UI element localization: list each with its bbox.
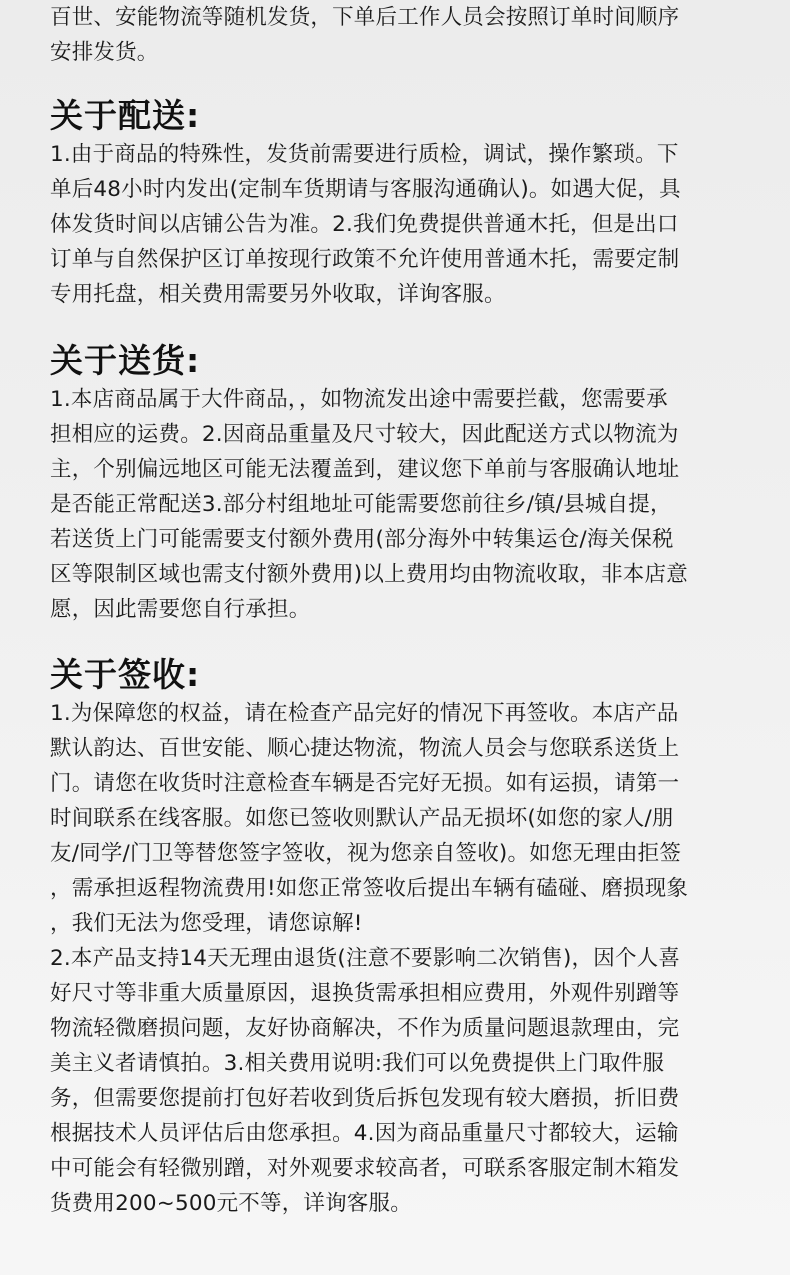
delivery-heading: 关于配送: [50,96,201,135]
delivery-line: 体发货时间以店铺公告为准。2.我们免费提供普通木托，但是出口 [50,212,679,237]
intro-paragraph [50,0,679,70]
shipping-line: 是否能正常配送3.部分村组地址可能需要您前往乡/镇/县城自提， [50,492,672,517]
intro-line: 安排发货。 [50,40,159,65]
shipping-line: 1.本店商品属于大件商品，，如物流发出途中需要拦截，您需要承 [50,387,668,412]
signing-line: 务，但需要您提前打包好若收到货后拆包发现有较大磨损，折旧费 [50,1086,680,1111]
delivery-line: 单后48小时内发出(定制车货期请与客服沟通确认)。如遇大促，具 [50,177,681,202]
signing-line: 根据技术人员评估后由您承担。4.因为商品重量尺寸都较大，运输 [50,1121,679,1146]
delivery-paragraph [50,137,681,312]
signing-line: ，我们无法为您受理，请您谅解! [50,911,363,936]
signing-line: 时间联系在线客服。如您已签收则默认产品无损坏(如您的家人/朋 [50,806,674,831]
shipping-line: 区等限制区域也需支付额外费用)以上费用均由物流收取，非本店意 [50,562,688,587]
signing-line: 默认韵达、百世安能、顺心捷达物流，物流人员会与您联系送货上 [50,736,680,761]
signing-line: ，需承担返程物流费用!如您正常签收后提出车辆有磕碰、磨损现象 [50,876,689,901]
signing-line: 友/同学/门卫等替您签字签收，视为您亲自签收)。如您无理由拒签 [50,841,682,866]
signing-line: 美主义者请慎拍。3.相关费用说明:我们可以免费提供上门取件服 [50,1051,665,1076]
shipping-line: 若送货上门可能需要支付额外费用(部分海外中转集运仓/海关保税 [50,527,674,552]
signing-line: 中可能会有轻微别蹭，对外观要求较高者，可联系客服定制木箱发 [50,1156,680,1181]
signing-line: 好尺寸等非重大质量原因，退换货需承担相应费用，外观件别蹭等 [50,981,680,1006]
delivery-line: 专用托盘，相关费用需要另外收取，详询客服。 [50,282,506,307]
delivery-line: 1.由于商品的特殊性，发货前需要进行质检，调试，操作繁琐。下 [50,142,679,167]
shipping-line: 主，个别偏远地区可能无法覆盖到，建议您下单前与客服确认地址 [50,457,680,482]
intro-line: 百世、安能物流等随机发货，下单后工作人员会按照订单时间顺序 [50,5,680,30]
signing-line: 货费用200~500元不等，详询客服。 [50,1191,412,1216]
signing-line: 1.为保障您的权益，请在检查产品完好的情况下再签收。本店产品 [50,701,679,726]
shipping-line: 愿，因此需要您自行承担。 [50,597,311,622]
signing-line: 门。请您在收货时注意检查车辆是否完好无损。如有运损，请第一 [50,771,680,796]
signing-line: 物流轻微磨损问题，友好协商解决，不作为质量问题退款理由，完 [50,1016,680,1041]
signing-heading: 关于签收: [50,655,201,694]
delivery-line: 订单与自然保护区订单按现行政策不允许使用普通木托，需要定制 [50,247,680,272]
shipping-heading: 关于送货: [50,341,201,380]
signing-line: 2.本产品支持14天无理由退货(注意不要影响二次销售)，因个人喜 [50,946,681,971]
signing-paragraph [50,696,688,1221]
shipping-paragraph [50,382,688,627]
shipping-line: 担相应的运费。2.因商品重量及尺寸较大，因此配送方式以物流为 [50,422,679,447]
